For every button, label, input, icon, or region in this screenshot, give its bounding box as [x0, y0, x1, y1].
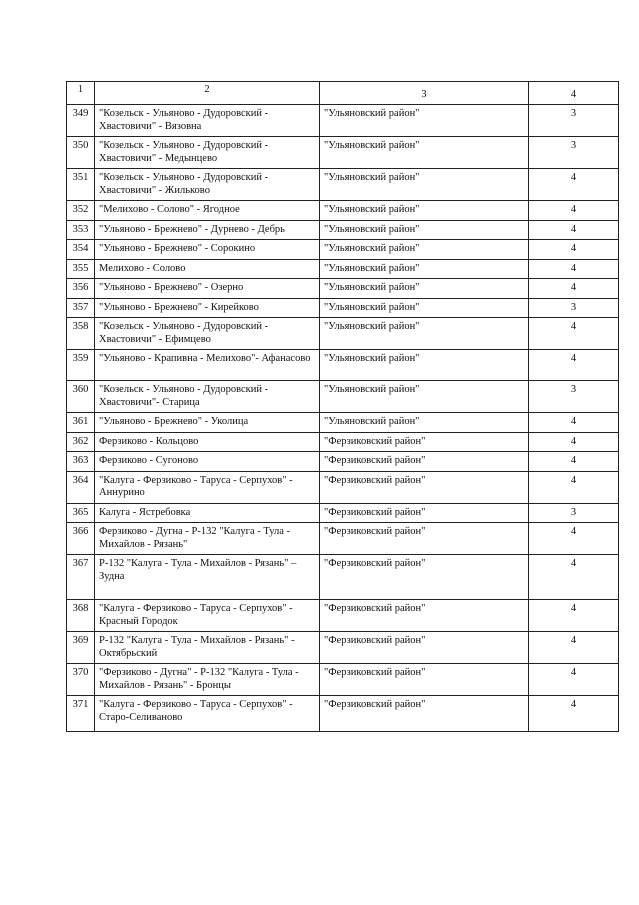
row-number: 371 — [67, 696, 95, 732]
row-number: 354 — [67, 240, 95, 260]
district-name: "Ульяновский район" — [320, 201, 529, 221]
category-value: 4 — [529, 523, 619, 555]
road-name: "Калуга - Ферзиково - Таруса - Серпухов" - Красный Городок — [95, 600, 320, 632]
road-name: "Ульяново - Брежнево" - Дурнево - Дебрь — [95, 220, 320, 240]
road-name: "Козельск - Ульяново - Дудоровский - Хвастовичи" - Медынцево — [95, 137, 320, 169]
road-name: Мелихово - Солово — [95, 259, 320, 279]
row-number: 358 — [67, 318, 95, 350]
row-number: 367 — [67, 555, 95, 600]
district-name: "Ферзиковский район" — [320, 523, 529, 555]
table-row — [67, 240, 619, 260]
row-number: 361 — [67, 413, 95, 433]
district-name: "Ульяновский район" — [320, 298, 529, 318]
district-name: "Ульяновский район" — [320, 220, 529, 240]
road-name: "Ульяново - Брежнево" - Сорокино — [95, 240, 320, 260]
table-row — [67, 279, 619, 299]
header-col-2: 2 — [95, 82, 320, 105]
table-row — [67, 413, 619, 433]
table-row — [67, 471, 619, 503]
table-row — [67, 201, 619, 221]
road-name: "Козельск - Ульяново - Дудоровский - Хвастовичи" - Ефимцево — [95, 318, 320, 350]
table-row — [67, 523, 619, 555]
table-row — [67, 318, 619, 350]
row-number: 360 — [67, 381, 95, 413]
row-number: 350 — [67, 137, 95, 169]
road-name: "Мелихово - Солово" - Ягодное — [95, 201, 320, 221]
row-number: 359 — [67, 350, 95, 381]
district-name: "Ферзиковский район" — [320, 632, 529, 664]
table-row — [67, 555, 619, 600]
road-name: "Ульяново - Брежнево" - Уколица — [95, 413, 320, 433]
road-name: "Ульяново - Крапивна - Мелихово"- Афанасово — [95, 350, 320, 381]
table-row — [67, 381, 619, 413]
district-name: "Ульяновский район" — [320, 105, 529, 137]
table-row — [67, 220, 619, 240]
category-value: 4 — [529, 220, 619, 240]
district-name: "Ульяновский район" — [320, 350, 529, 381]
category-value: 4 — [529, 201, 619, 221]
road-name: Ферзиково - Сугоново — [95, 452, 320, 472]
road-name: "Ульяново - Брежнево" - Кирейково — [95, 298, 320, 318]
row-number: 362 — [67, 432, 95, 452]
table-header-row — [67, 82, 619, 105]
district-name: "Ульяновский район" — [320, 381, 529, 413]
roads-table — [66, 81, 619, 732]
row-number: 352 — [67, 201, 95, 221]
table-row — [67, 169, 619, 201]
district-name: "Ульяновский район" — [320, 318, 529, 350]
category-value: 4 — [529, 432, 619, 452]
row-number: 356 — [67, 279, 95, 299]
category-value: 4 — [529, 169, 619, 201]
category-value: 3 — [529, 298, 619, 318]
table-row — [67, 137, 619, 169]
category-value: 3 — [529, 381, 619, 413]
row-number: 370 — [67, 664, 95, 696]
district-name: "Ферзиковский район" — [320, 452, 529, 472]
table-row — [67, 696, 619, 732]
category-value: 4 — [529, 259, 619, 279]
district-name: "Ферзиковский район" — [320, 696, 529, 732]
header-col-1: 1 — [67, 82, 95, 105]
row-number: 351 — [67, 169, 95, 201]
road-name: Ферзиково - Дугна - Р-132 "Калуга - Тула - Михайлов - Рязань" — [95, 523, 320, 555]
category-value: 4 — [529, 413, 619, 433]
district-name: "Ульяновский район" — [320, 259, 529, 279]
table-row — [67, 105, 619, 137]
table-row — [67, 600, 619, 632]
category-value: 4 — [529, 452, 619, 472]
road-name: Ферзиково - Кольцово — [95, 432, 320, 452]
row-number: 363 — [67, 452, 95, 472]
row-number: 353 — [67, 220, 95, 240]
row-number: 355 — [67, 259, 95, 279]
category-value: 4 — [529, 555, 619, 600]
category-value: 4 — [529, 240, 619, 260]
header-col-3: 3 — [320, 82, 529, 105]
road-name: Р-132 "Калуга - Тула - Михайлов - Рязань" – Зудна — [95, 555, 320, 600]
category-value: 4 — [529, 318, 619, 350]
road-name: "Калуга - Ферзиково - Таруса - Серпухов" - Аннурино — [95, 471, 320, 503]
table-row — [67, 432, 619, 452]
row-number: 365 — [67, 503, 95, 523]
road-name: Р-132 "Калуга - Тула - Михайлов - Рязань" - Октябрьский — [95, 632, 320, 664]
category-value: 3 — [529, 105, 619, 137]
row-number: 369 — [67, 632, 95, 664]
row-number: 366 — [67, 523, 95, 555]
district-name: "Ульяновский район" — [320, 413, 529, 433]
row-number: 368 — [67, 600, 95, 632]
category-value: 4 — [529, 664, 619, 696]
table-row — [67, 632, 619, 664]
road-name: "Козельск - Ульяново - Дудоровский - Хвастовичи"- Старица — [95, 381, 320, 413]
category-value: 4 — [529, 600, 619, 632]
district-name: "Ульяновский район" — [320, 240, 529, 260]
category-value: 4 — [529, 696, 619, 732]
category-value: 4 — [529, 471, 619, 503]
table-row — [67, 350, 619, 381]
district-name: "Ферзиковский район" — [320, 432, 529, 452]
district-name: "Ульяновский район" — [320, 169, 529, 201]
table-row — [67, 259, 619, 279]
row-number: 349 — [67, 105, 95, 137]
road-name: Калуга - Ястребовка — [95, 503, 320, 523]
district-name: "Ульяновский район" — [320, 279, 529, 299]
table-row — [67, 298, 619, 318]
district-name: "Ферзиковский район" — [320, 664, 529, 696]
category-value: 3 — [529, 503, 619, 523]
category-value: 4 — [529, 350, 619, 381]
district-name: "Ферзиковский район" — [320, 471, 529, 503]
district-name: "Ферзиковский район" — [320, 555, 529, 600]
row-number: 357 — [67, 298, 95, 318]
road-name: "Ульяново - Брежнево" - Озерно — [95, 279, 320, 299]
district-name: "Ферзиковский район" — [320, 503, 529, 523]
district-name: "Ферзиковский район" — [320, 600, 529, 632]
road-name: "Козельск - Ульяново - Дудоровский - Хвастовичи" - Вязовна — [95, 105, 320, 137]
category-value: 3 — [529, 137, 619, 169]
road-name: "Калуга - Ферзиково - Таруса - Серпухов" - Старо-Селиваново — [95, 696, 320, 732]
road-name: "Ферзиково - Дугна" - Р-132 "Калуга - Тула - Михайлов - Рязань" - Бронцы — [95, 664, 320, 696]
road-name: "Козельск - Ульяново - Дудоровский - Хвастовичи" - Жильково — [95, 169, 320, 201]
table-row — [67, 452, 619, 472]
category-value: 4 — [529, 632, 619, 664]
table-row — [67, 503, 619, 523]
row-number: 364 — [67, 471, 95, 503]
header-col-4: 4 — [529, 82, 619, 105]
category-value: 4 — [529, 279, 619, 299]
district-name: "Ульяновский район" — [320, 137, 529, 169]
table-row — [67, 664, 619, 696]
